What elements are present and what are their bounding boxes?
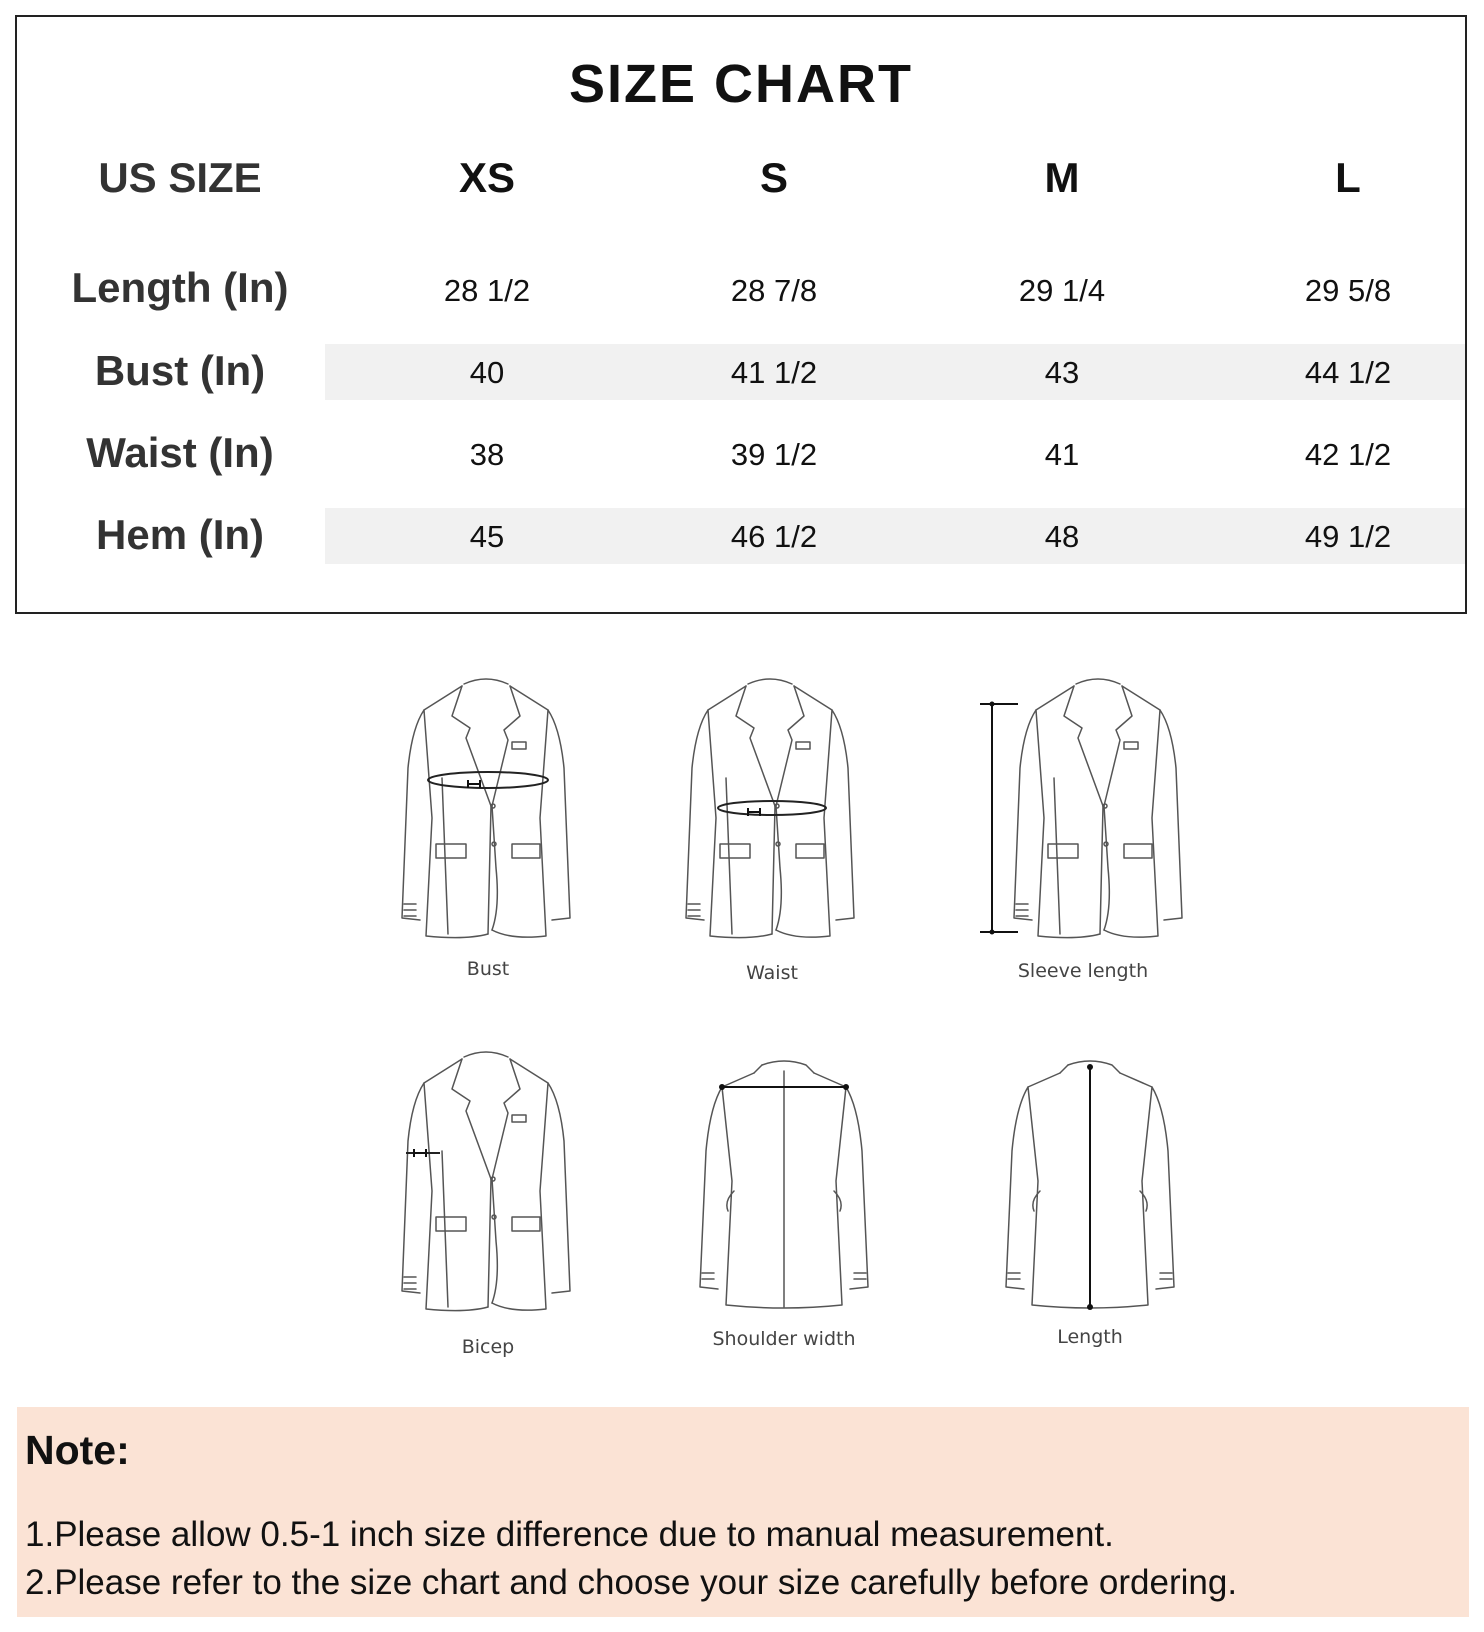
jacket-front-illustration: [680, 668, 864, 958]
waist-diagram: [680, 668, 864, 984]
cell-hem-s: 46 1/2: [730, 519, 818, 554]
jacket-front-illustration: [396, 1036, 580, 1336]
cell-waist-s: 39 1/2: [730, 437, 818, 472]
bicep-diagram: [396, 1036, 580, 1366]
diagram-label-waist: Waist: [746, 962, 798, 984]
jacket-front-illustration: [396, 668, 580, 958]
shoulder-width-diagram: [694, 1046, 874, 1366]
diagram-label-bicep: Bicep: [461, 1336, 515, 1358]
jacket-front-illustration: [972, 668, 1194, 958]
jacket-back-illustration: [694, 1046, 874, 1326]
cell-length-m: 29 1/4: [1018, 273, 1106, 308]
header-us-size: US SIZE: [98, 154, 262, 201]
note-line-1: 1.Please allow 0.5-1 inch size difference due to manual measurement.: [25, 1515, 1114, 1554]
cell-bust-s: 41 1/2: [730, 355, 818, 390]
note-title: Note:: [25, 1427, 130, 1473]
diagram-label-sleeve-length: Sleeve length: [1017, 960, 1149, 982]
header-size-s: S: [759, 154, 788, 201]
diagram-label-shoulder-width: Shoulder width: [712, 1328, 856, 1350]
cell-bust-xs: 40: [469, 355, 505, 390]
sleeve-length-diagram: [972, 668, 1194, 984]
length-diagram: [1000, 1046, 1180, 1366]
note-box: [17, 1407, 1469, 1617]
chart-title: SIZE CHART: [569, 54, 913, 114]
cell-length-xs: 28 1/2: [443, 273, 531, 308]
jacket-back-illustration: [1000, 1046, 1180, 1326]
cell-waist-l: 42 1/2: [1304, 437, 1392, 472]
cell-hem-l: 49 1/2: [1304, 519, 1392, 554]
header-size-l: L: [1335, 154, 1361, 201]
cell-hem-xs: 45: [469, 519, 505, 554]
diagram-label-bust: Bust: [466, 958, 510, 980]
diagram-label-length: Length: [1057, 1326, 1123, 1348]
cell-bust-l: 44 1/2: [1304, 355, 1392, 390]
header-size-m: M: [1044, 154, 1080, 201]
cell-length-l: 29 5/8: [1304, 273, 1392, 308]
size-chart-table: [15, 15, 1467, 614]
row-label-length: Length (In): [71, 264, 289, 311]
row-label-bust: Bust (In): [94, 347, 266, 394]
cell-waist-m: 41: [1044, 437, 1080, 472]
cell-hem-m: 48: [1044, 519, 1080, 554]
row-label-waist: Waist (In): [86, 429, 274, 476]
bust-diagram: [396, 668, 580, 984]
note-line-2: 2.Please refer to the size chart and choose your size carefully before ordering.: [25, 1563, 1238, 1602]
cell-bust-m: 43: [1044, 355, 1080, 390]
row-label-hem: Hem (In): [96, 511, 264, 558]
cell-length-s: 28 7/8: [730, 273, 818, 308]
cell-waist-xs: 38: [469, 437, 505, 472]
header-size-xs: XS: [458, 154, 516, 201]
